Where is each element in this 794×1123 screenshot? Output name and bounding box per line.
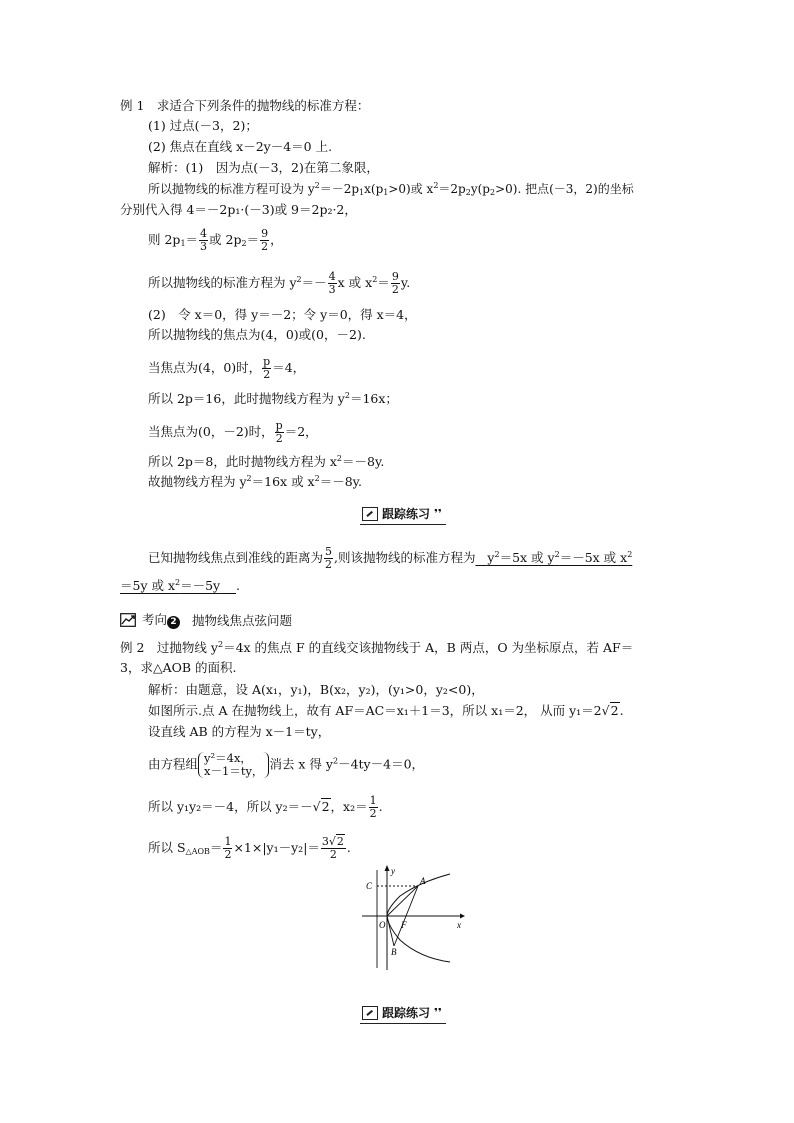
section-heading: 考向 2 抛物线焦点弦问题 [120, 610, 292, 629]
label-f: F [401, 920, 407, 930]
example2-roots-line: 所以 y₁y₂＝－4，所以 y₂＝－√2，x₂＝ $\frac{1}{2}$ . [148, 794, 383, 820]
example1-conclusion: 故抛物线方程为 $y^2=16x$ 或 $x^2=-8y$. [148, 474, 363, 489]
tracking-practice-badge: 跟踪练习 ❜❜ [360, 505, 446, 525]
example1-result-line: 所以抛物线的标准方程为 $y^2=-$ $\frac{4}{3}$ x 或 $x^2=$ $\frac{9}{2}$ y. [148, 270, 411, 296]
example2-area-line: 所以 $S_{\triangle AOB}=$ $\frac{1}{2}$ ×1×|y₁－y₂|＝ $\frac{3√2}{2}$ . [148, 835, 351, 861]
example1-focus-case2: 当焦点为(0，－2)时， $\frac{p}{2}$ ＝2， [148, 419, 318, 445]
parabola-figure [360, 862, 470, 972]
trend-arrow-icon [120, 613, 136, 627]
practice1-question: 已知抛物线焦点到准线的距离为 $\frac{5}{2}$ ,则该抛物线的标准方程为 $y^2=5x$ 或 $y^2=-5x$ 或 $x^2$ [148, 545, 633, 571]
y-axis-arrow-icon [385, 865, 390, 871]
example1-case2-equation: 所以 2p＝8，此时抛物线方程为 $x^2=-8y$. [148, 454, 385, 469]
x-axis-arrow-icon [460, 914, 465, 919]
practice1-answer-line2: ＝5y 或 $x^2=-5y$ . [120, 578, 241, 593]
example2-question-line1: 例 2 过抛物线 $y^2=4x$ 的焦点 F 的直线交该抛物线于 A，B 两点，O 为坐标原点，若 AF＝ [120, 640, 634, 655]
section-number-badge: 2 [167, 616, 180, 629]
example1-part2-line: (2) 令 x＝0，得 y＝－2；令 y＝0，得 x＝4， [148, 307, 417, 322]
label-o: O [379, 920, 386, 930]
example2-line-equation: 设直线 AB 的方程为 x－1＝ty， [148, 724, 331, 739]
footprints-icon: ❜❜ [434, 1006, 442, 1019]
example1-p-values: 则 $2p_1=$ $\frac{4}{3}$ 或 $2p_2=$ $\frac{9}{2}$ ， [148, 227, 283, 253]
example1-solution-start: 解析：(1) 因为点(－3，2)在第二象限， [148, 160, 379, 175]
practice1-answer-part1: $y^2=5x$ 或 $y^2=-5x$ 或 $x^2$ [487, 550, 633, 565]
example2-question-line2: 3，求△AOB 的面积. [120, 660, 237, 675]
footprints-icon: ❜❜ [434, 507, 442, 520]
label-b: B [391, 947, 397, 957]
example1-condition-1: (1) 过点(－3，2)； [148, 118, 258, 133]
example1-focus-case1: 当焦点为(4，0)时， $\frac{p}{2}$ ＝4， [148, 355, 306, 381]
equation-system: y²＝4x， x－1＝ty， [198, 752, 269, 778]
example1-title: 例 1 求适合下列条件的抛物线的标准方程： [120, 98, 370, 113]
label-y: y [391, 866, 395, 876]
segment-oa [387, 886, 418, 916]
example1-substitute-line: 分别代入得 4＝－2p₁·(－3)或 9＝2p₂·2， [120, 202, 357, 217]
example2-system-line: 由方程组 y²＝4x， x－1＝ty， 消去 x 得 $y^2-4ty-4=0$， [148, 751, 425, 778]
label-c: C [366, 881, 373, 891]
label-x: x [457, 920, 461, 930]
example1-case1-equation: 所以 2p＝16，此时抛物线方程为 $y^2=16x$； [148, 391, 398, 406]
example2-solution-line2: 如图所示.点 A 在抛物线上，故有 AF＝AC＝x₁＋1＝3，所以 x₁＝2， 从而 y₁＝2√2. [148, 703, 624, 718]
example1-focus-line: 所以抛物线的焦点为(4，0)或(0，－2). [148, 327, 366, 342]
tracking-practice-badge-2: 跟踪练习 ❜❜ [360, 1004, 446, 1024]
pencil-note-icon [362, 1006, 378, 1020]
section-title: 抛物线焦点弦问题 [192, 612, 293, 628]
pencil-note-icon [362, 507, 378, 521]
example1-setup-line: 所以抛物线的标准方程可设为 $y^2=-2p_1x(p_1>0)$或 $x^2=2p_2y(p_2>0)$. 把点(－3，2)的坐标 [148, 181, 634, 197]
example2-solution-line1: 解析：由题意，设 A(x₁，y₁)，B(x₂，y₂)，(y₁>0，y₂<0)， [148, 682, 484, 697]
label-a: A [420, 876, 426, 886]
example1-condition-2: (2) 焦点在直线 x－2y－4＝0 上. [148, 139, 333, 154]
